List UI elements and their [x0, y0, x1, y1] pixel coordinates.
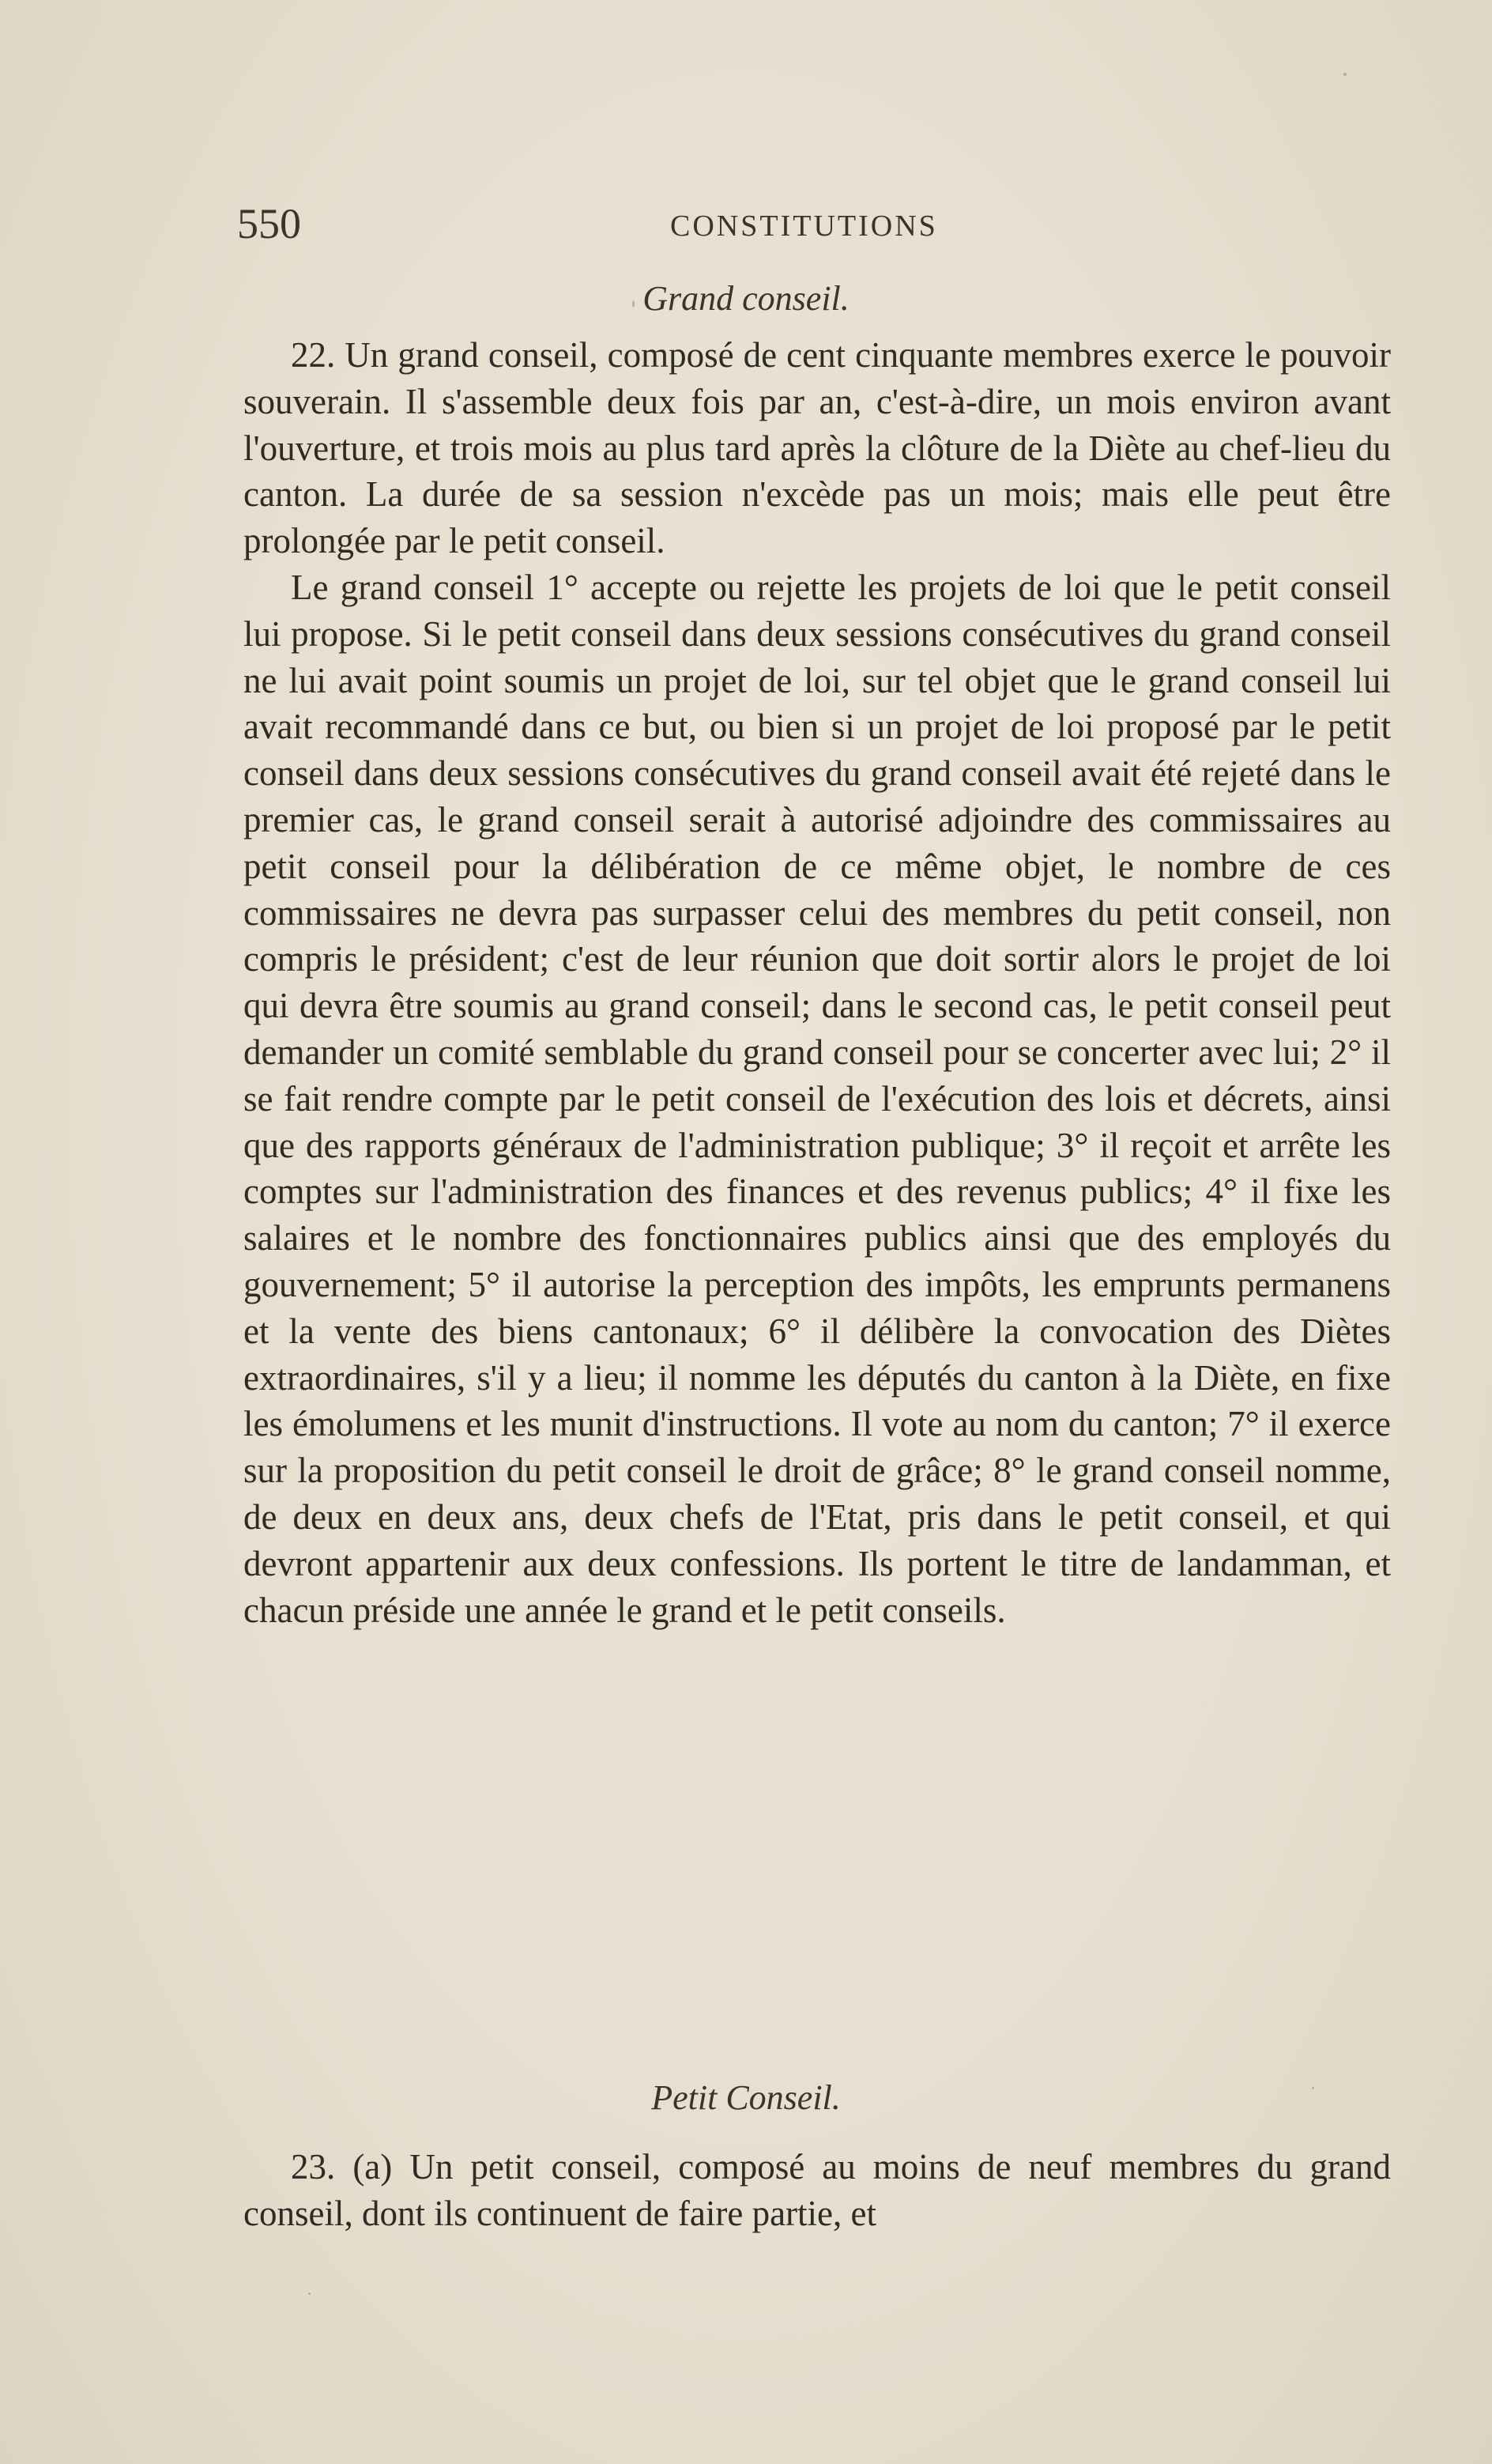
body-text-grand-conseil [243, 332, 1391, 1633]
article-22-paragraph-2: Le grand conseil 1° accepte ou rejette les projets de loi que le petit conseil lui propose. Si le petit conseil dans deux sessions consécutives du grand conseil ne lui avait point soumis un projet de loi, sur tel objet que le grand conseil lui avait recommandé dans ce but, ou bien si un projet de loi proposé par le petit conseil dans deux sessions consécutives du grand conseil avait été rejeté dans le premier cas, le grand conseil serait à autorisé adjoindre des commissaires au petit conseil pour la délibération de ce même objet, le nombre de ces commissaires ne devra pas surpasser celui des membres du petit conseil, non compris le président; c'est de leur réunion que doit sortir alors le projet de loi qui devra être soumis au grand conseil; dans le second cas, le petit conseil peut demander un comité semblable du grand conseil pour se concerter avec lui; 2° il se fait rendre compte par le petit conseil de l'exécution des lois et décrets, ainsi que des rapports généraux de l'administration publique; 3° il reçoit et arrête les comptes sur l'administration des finances et des revenus publics; 4° il fixe les salaires et le nombre des fonctionnaires publics ainsi que des employés du gouvernement; 5° il autorise la perception des impôts, les emprunts permanens et la vente des biens cantonaux; 6° il délibère la convocation des Diètes extraordinaires, s'il y a lieu; il nomme les députés du canton à la Diète, en fixe les émolumens et les munit d'instructions. Il vote au nom du canton; 7° il exerce sur la proposition du petit conseil le droit de grâce; 8° le grand conseil nomme, de deux en deux ans, deux chefs de l'Etat, pris dans le petit conseil, et qui devront appartenir aux deux confessions. Ils portent le titre de landamman, et chacun préside une année le grand et le petit conseils. [243, 567, 1391, 1630]
page-number: 550 [237, 200, 301, 247]
page-header [237, 199, 1391, 255]
body-text-petit-conseil [243, 2144, 1391, 2237]
article-23-paragraph-1: 23. (a) Un petit conseil, composé au moins de neuf membres du grand conseil, dont ils continuent de faire partie, et [243, 2147, 1391, 2233]
paper-speck [308, 2292, 311, 2295]
paper-speck [1343, 73, 1347, 76]
section-heading-grand-conseil: Grand conseil. [642, 279, 850, 318]
article-22-paragraph-1: 22. Un grand conseil, composé de cent cinquante membres exerce le pouvoir souverain. Il s'assemble deux fois par an, c'est-à-dire, un mois environ avant l'ouverture, et trois mois au plus tard après la clôture de la Diète au chef-lieu du canton. La durée de sa session n'excède pas un mois; mais elle peut être prolongée par le petit conseil. [243, 335, 1391, 561]
paper-speck [632, 300, 635, 308]
section-heading-petit-conseil: Petit Conseil. [651, 2078, 841, 2117]
running-head: CONSTITUTIONS [670, 209, 938, 243]
paper-speck [1312, 2087, 1314, 2089]
